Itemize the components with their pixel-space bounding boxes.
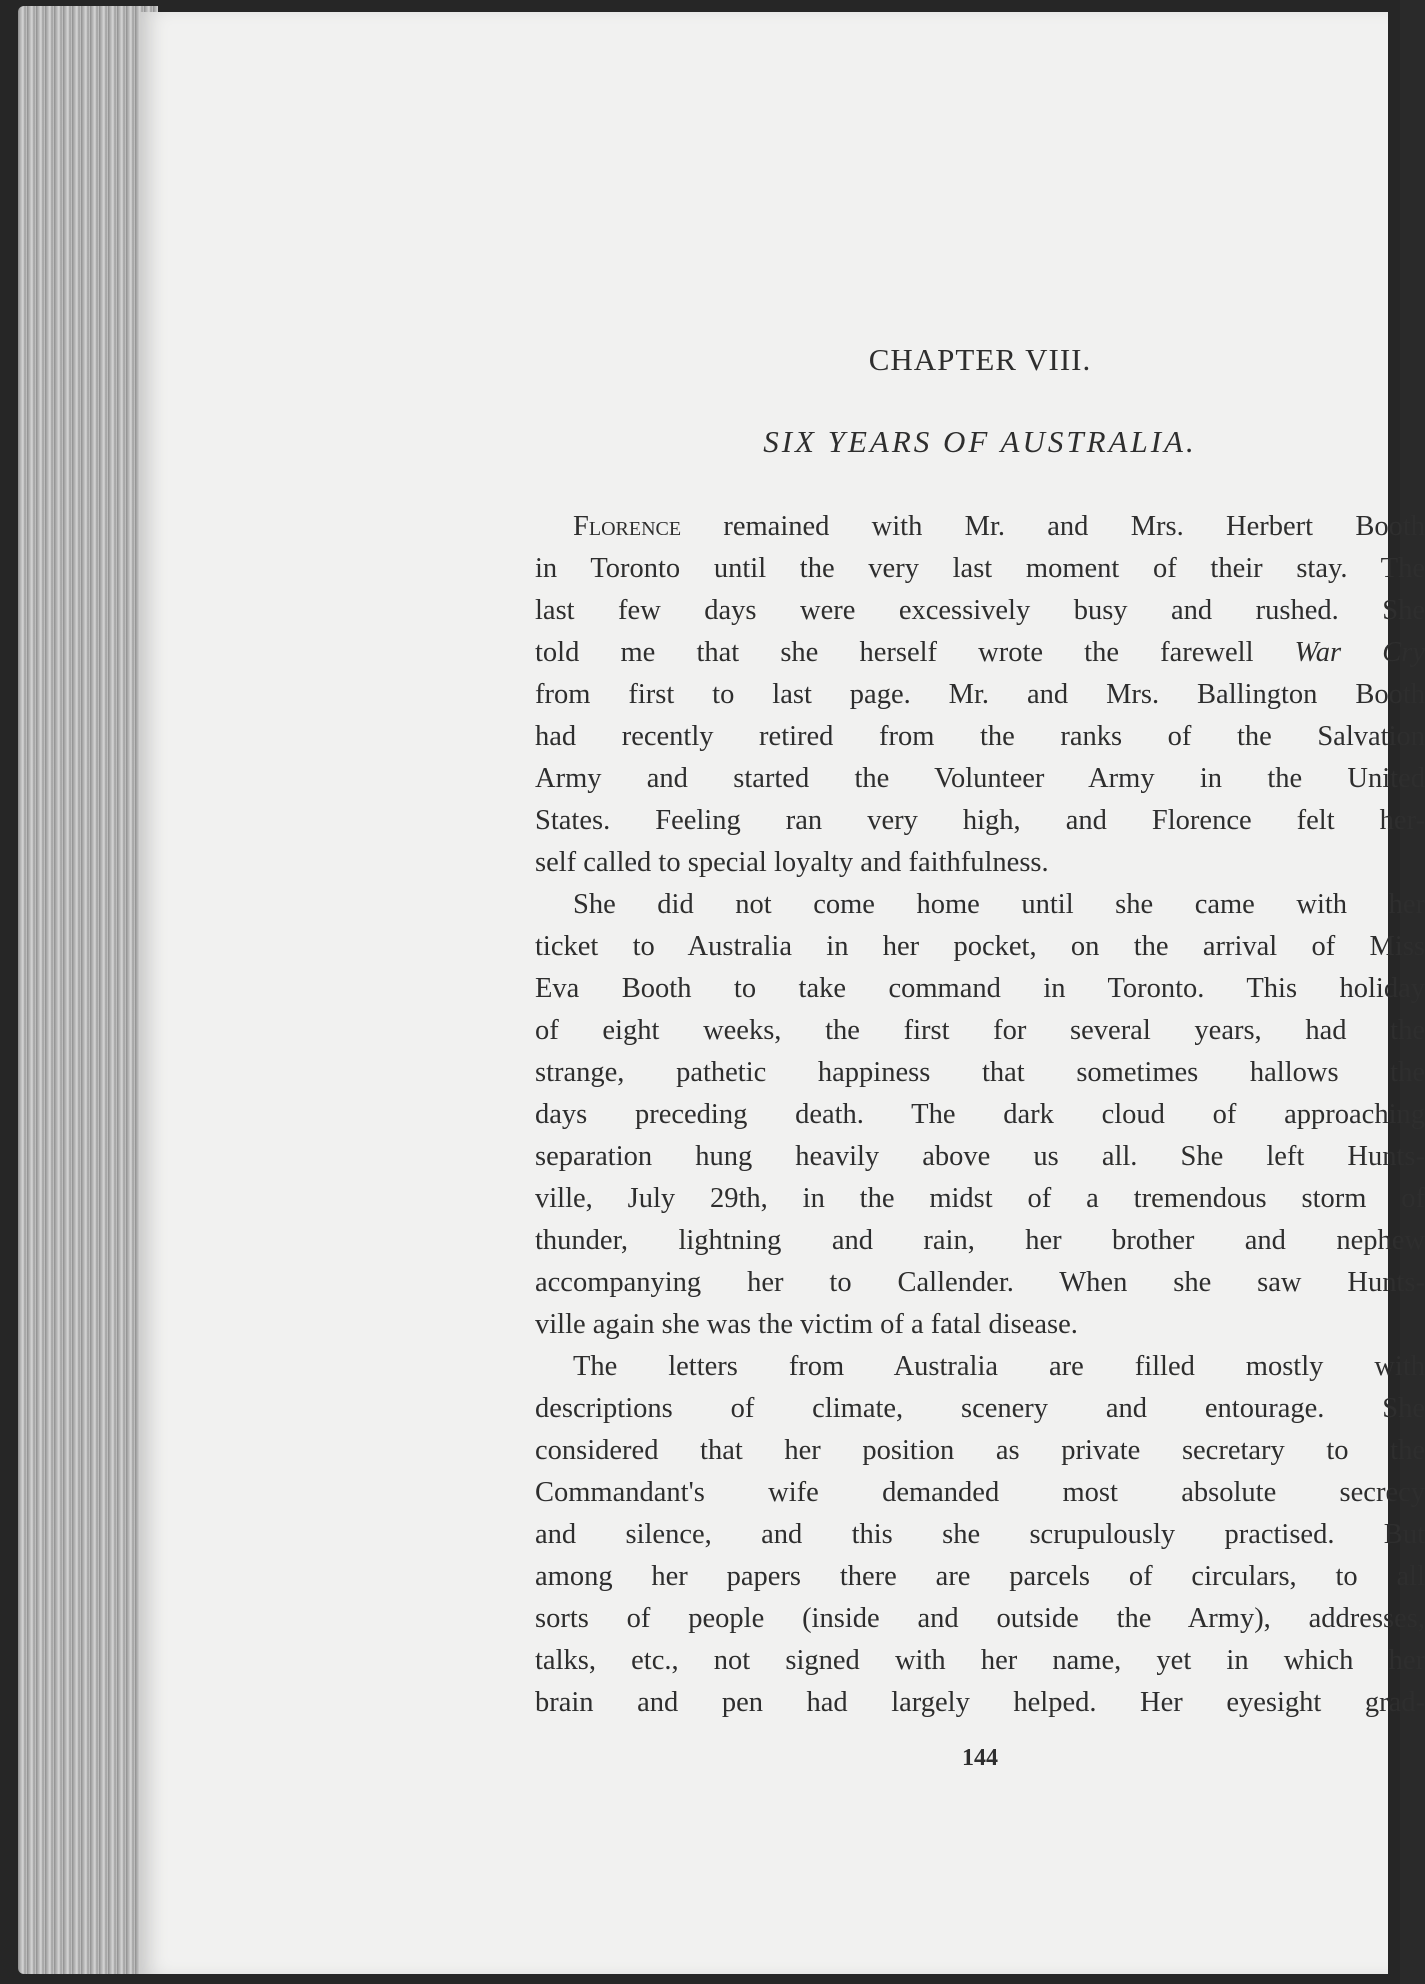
text-line: thunder, lightning and rain, her brother and nephew: [535, 1225, 1425, 1256]
text-line: days preceding death. The dark cloud of approaching: [535, 1099, 1425, 1130]
text-line: Florence remained with Mr. and Mrs. Herbert Booth: [573, 511, 1425, 542]
book-page-edges: [18, 6, 158, 1974]
text-line: considered that her position as private secretary to the: [535, 1435, 1425, 1466]
text-line: among her papers there are parcels of circulars, to all: [535, 1561, 1425, 1592]
text-line: sorts of people (inside and outside the Army), addresses,: [535, 1603, 1425, 1634]
text-line: ville, July 29th, in the midst of a tremendous storm of: [535, 1183, 1425, 1214]
text-line: Commandant's wife demanded most absolute secrecy: [535, 1477, 1425, 1508]
text-line: Army and started the Volunteer Army in the United: [535, 763, 1425, 794]
text-line: talks, etc., not signed with her name, yet in which her: [535, 1645, 1425, 1676]
text-line: from first to last page. Mr. and Mrs. Ballington Booth: [535, 679, 1425, 710]
text-line: separation hung heavily above us all. She left Hunts-: [535, 1141, 1425, 1172]
text-line: ville again she was the victim of a fatal disease.: [535, 1309, 1078, 1340]
book-page: [140, 12, 1425, 1974]
text-line: ticket to Australia in her pocket, on the arrival of Miss: [535, 931, 1425, 962]
text-line: had recently retired from the ranks of the Salvation: [535, 721, 1425, 752]
text-line: self called to special loyalty and faithfulness.: [535, 847, 1049, 878]
text-line: told me that she herself wrote the farewell War Cry: [535, 637, 1425, 668]
text-line: last few days were excessively busy and rushed. She: [535, 595, 1425, 626]
page-number: 144: [962, 1745, 998, 1771]
text-line: accompanying her to Callender. When she saw Hunts-: [535, 1267, 1425, 1298]
text-line: Eva Booth to take command in Toronto. This holiday: [535, 973, 1425, 1004]
text-line: in Toronto until the very last moment of their stay. The: [535, 553, 1425, 584]
chapter-heading: CHAPTER VIII.: [868, 342, 1092, 377]
italic-title: War Cry: [1294, 637, 1425, 668]
text-line: of eight weeks, the first for several years, had the: [535, 1015, 1425, 1046]
text-line: and silence, and this she scrupulously practised. But: [535, 1519, 1425, 1550]
text-line: descriptions of climate, scenery and entourage. She: [535, 1393, 1425, 1424]
text-line: She did not come home until she came with her: [573, 889, 1425, 920]
text-line: States. Feeling ran very high, and Florence felt her-: [535, 805, 1425, 836]
text-line: strange, pathetic happiness that sometimes hallows the: [535, 1057, 1425, 1088]
body-text: [535, 506, 1425, 1724]
text-line: The letters from Australia are filled mostly with: [573, 1351, 1425, 1382]
text-line: brain and pen had largely helped. Her eyesight grad-: [535, 1687, 1425, 1718]
small-caps-lead: Florence: [573, 511, 682, 542]
chapter-title: SIX YEARS OF AUSTRALIA.: [763, 424, 1197, 459]
